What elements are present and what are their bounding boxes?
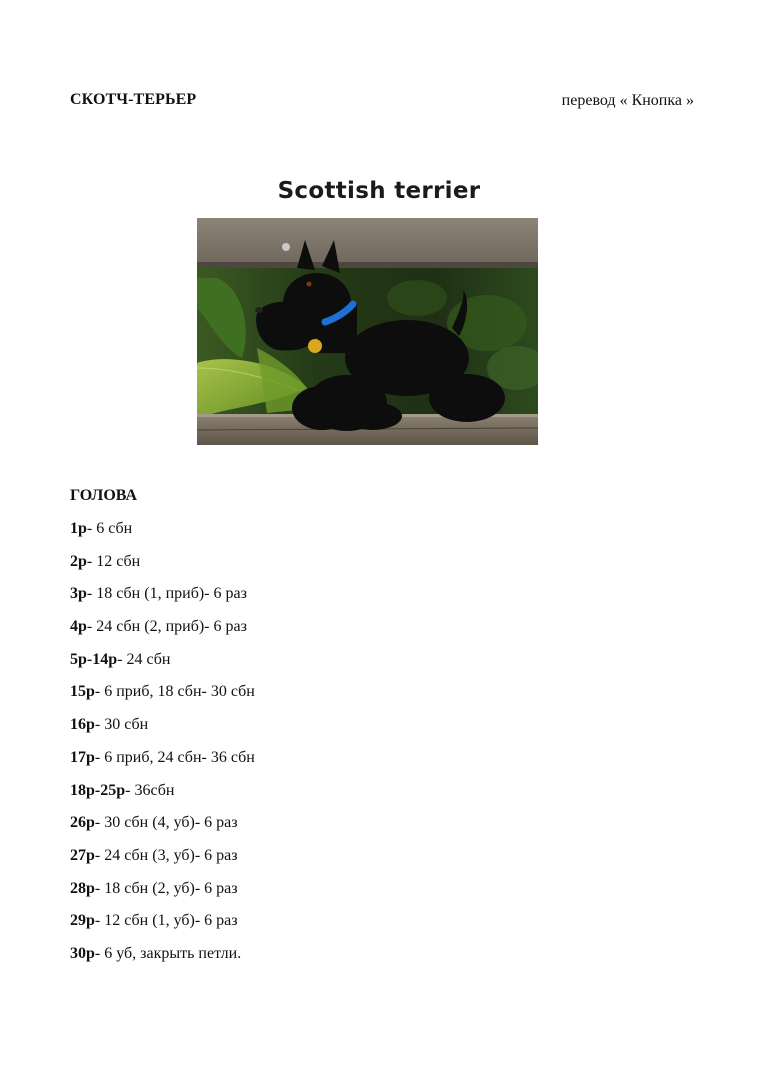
row-number: 3р	[70, 585, 87, 603]
row-instruction: - 30 сбн (4, уб)- 6 раз	[94, 814, 238, 832]
row-number: 15р	[70, 683, 95, 701]
pattern-row-list	[70, 519, 255, 977]
row-number: 17р	[70, 748, 95, 766]
row-instruction: - 24 сбн (3, уб)- 6 раз	[94, 846, 238, 864]
pattern-row	[70, 846, 255, 879]
row-instruction: - 12 сбн	[86, 552, 141, 570]
pattern-row	[70, 682, 255, 715]
pattern-row	[70, 617, 255, 650]
pattern-row	[70, 552, 255, 585]
row-instruction: - 6 приб, 18 сбн- 30 сбн	[94, 683, 255, 701]
translation-credit: перевод « Кнопка »	[561, 92, 694, 109]
row-instruction: - 24 сбн (2, приб)- 6 раз	[86, 618, 247, 636]
row-instruction: - 6 уб, закрыть петли.	[94, 944, 242, 962]
pattern-row	[70, 715, 255, 748]
row-number: 4р	[70, 618, 87, 636]
row-number: 1р	[70, 520, 87, 537]
figure-caption: Scottish terrier	[277, 178, 481, 204]
row-instruction: - 18 сбн (2, уб)- 6 раз	[94, 879, 238, 897]
row-number: 2р	[70, 552, 87, 570]
row-number: 28р	[70, 879, 95, 897]
pattern-row	[70, 813, 255, 846]
row-number: 16р	[70, 716, 95, 734]
pattern-row	[70, 911, 255, 944]
scottish-terrier-photo	[197, 218, 538, 445]
row-instruction: - 30 сбн	[94, 716, 149, 734]
pattern-row	[70, 879, 255, 912]
row-number: 29р	[70, 912, 95, 930]
row-number: 27р	[70, 846, 95, 864]
row-number: 26р	[70, 814, 95, 832]
row-instruction: - 24 сбн	[117, 650, 171, 668]
pattern-row	[70, 650, 255, 683]
document-title: СКОТЧ-ТЕРЬЕР	[70, 91, 197, 108]
pattern-row	[70, 584, 255, 617]
pattern-row	[70, 748, 255, 781]
row-number: 5р-14р	[70, 650, 118, 668]
pattern-row	[70, 781, 255, 814]
row-number: 18р-25р	[70, 781, 126, 799]
row-instruction: - 12 сбн (1, уб)- 6 раз	[94, 912, 238, 930]
row-instruction: - 6 сбн	[86, 520, 133, 537]
row-instruction: - 36сбн	[125, 781, 175, 799]
section-heading-head: ГОЛОВА	[70, 487, 138, 504]
pattern-row	[70, 944, 255, 977]
row-instruction: - 18 сбн (1, приб)- 6 раз	[86, 585, 247, 603]
pattern-row	[70, 519, 255, 552]
row-number: 30р	[70, 944, 95, 962]
row-instruction: - 6 приб, 24 сбн- 36 сбн	[94, 748, 255, 766]
